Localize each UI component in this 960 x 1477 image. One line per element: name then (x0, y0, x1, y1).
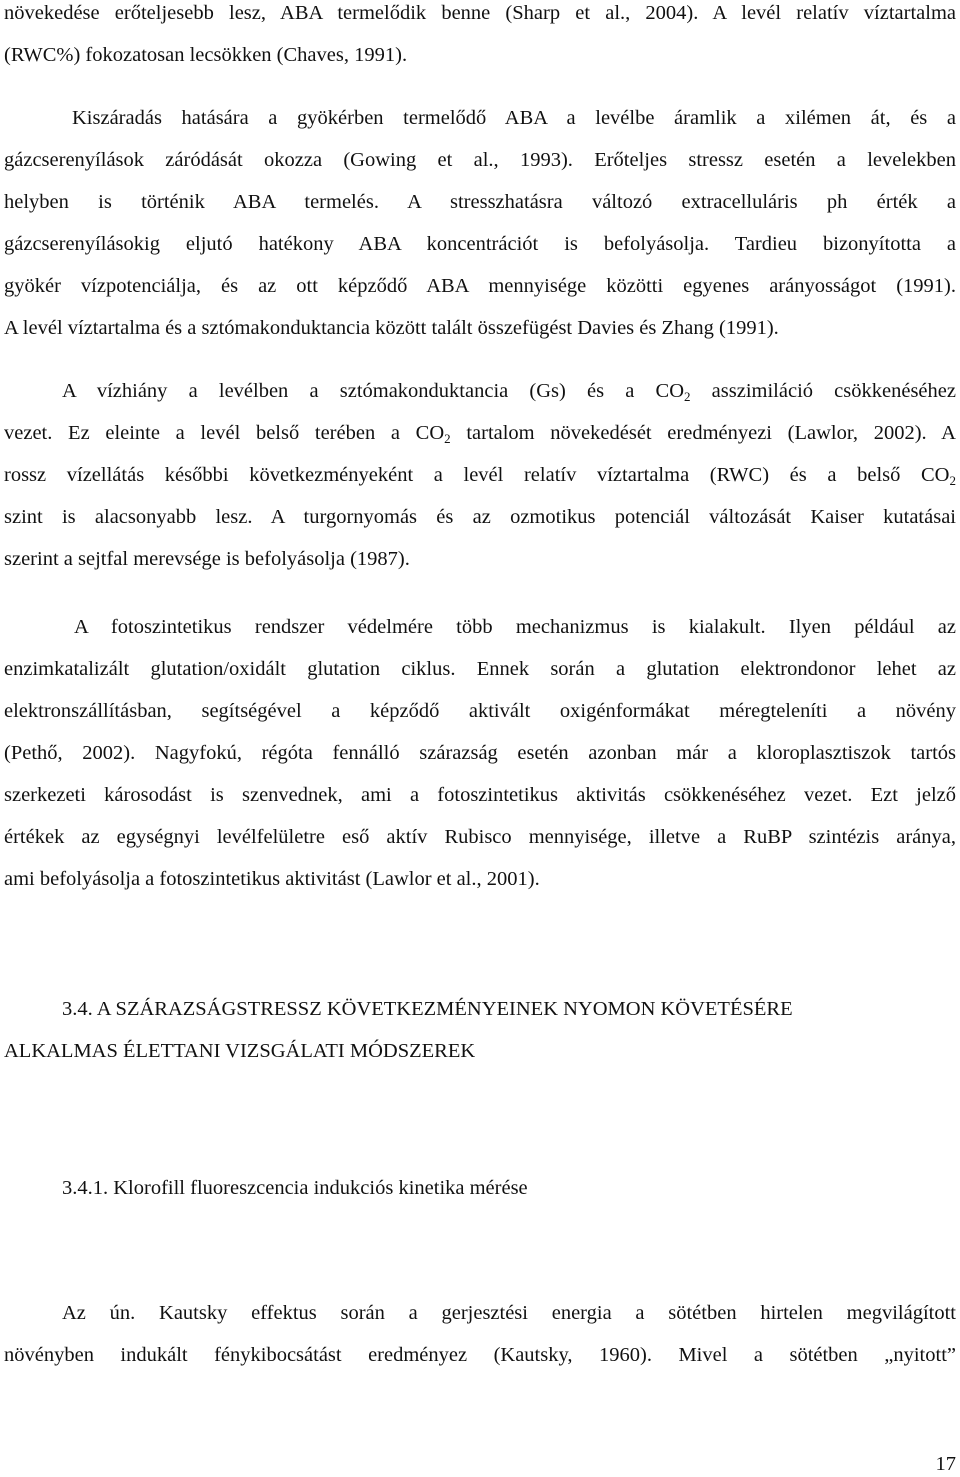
text-line: (Pethő, 2002). Nagyfokú, régóta fennálló szárazság esetén azonban már a kloroplasztiszok tartós (4, 742, 956, 764)
subscript: 2 (444, 431, 451, 446)
text-line: gázcserenyílások záródását okozza (Gowing et al., 1993). Erőteljes stressz esetén a levelekben (4, 149, 956, 171)
text-line: gyökér vízpotenciálja, és az ott képződő ABA mennyisége közötti egyenes arányosságot (1991). (4, 275, 956, 297)
text-line: A fotoszintetikus rendszer védelmére több mechanizmus is kialakult. Ilyen például az (74, 616, 956, 638)
text-line: Kiszáradás hatására a gyökérben termelődő ABA a levélbe áramlik a xilémen át, és a (72, 107, 956, 129)
text-line: szint is alacsonyabb lesz. A turgornyomás és az ozmotikus potenciál változását Kaiser kutatásai (4, 506, 956, 528)
text-segment: rossz vízellátás későbbi következményeként a levél relatív víztartalma (RWC) és a belső CO (4, 464, 950, 486)
subscript: 2 (949, 473, 956, 488)
text-line: (RWC%) fokozatosan lecsökken (Chaves, 1991). (4, 44, 408, 66)
text-line (62, 378, 956, 404)
section-heading: ALKALMAS ÉLETTANI VIZSGÁLATI MÓDSZEREK (4, 1040, 476, 1062)
text-segment: tartalom növekedését eredményezi (Lawlor, 2002). A (450, 422, 956, 444)
text-line: értékek az egységnyi levélfelületre eső aktív Rubisco mennyisége, illetve a RuBP szintézis aránya, (4, 826, 956, 848)
text-line: ami befolyásolja a fotoszintetikus aktivitást (Lawlor et al., 2001). (4, 868, 540, 890)
subsection-heading: 3.4.1. Klorofill fluoreszcencia indukciós kinetika mérése (62, 1177, 528, 1199)
subscript: 2 (684, 389, 691, 404)
text-line: A levél víztartalma és a sztómakonduktancia között talált összefügést Davies és Zhang (1991). (4, 317, 779, 339)
text-line: növekedése erőteljesebb lesz, ABA termelődik benne (Sharp et al., 2004). A levél relatív víztartalma (4, 2, 956, 24)
text-segment: vezet. Ez eleinte a levél belső terében a CO (4, 422, 445, 444)
text-line: enzimkatalizált glutation/oxidált glutation ciklus. Ennek során a glutation elektrondonor lehet az (4, 658, 956, 680)
section-heading: 3.4. A SZÁRAZSÁGSTRESSZ KÖVETKEZMÉNYEINEK NYOMON KÖVETÉSÉRE (62, 998, 793, 1020)
text-line (4, 462, 956, 488)
page-number: 17 (935, 1453, 956, 1475)
text-line (4, 420, 956, 446)
text-line: növényben indukált fénykibocsátást eredményez (Kautsky, 1960). Mivel a sötétben „nyitott” (4, 1344, 956, 1366)
text-line: helyben is történik ABA termelés. A stresszhatásra változó extracelluláris ph érték a (4, 191, 956, 213)
text-line: szerkezeti károsodást is szenvednek, ami a fotoszintetikus aktivitás csökkenéséhez vezet. Ezt jelző (4, 784, 956, 806)
text-line: szerint a sejtfal merevsége is befolyásolja (1987). (4, 548, 410, 570)
text-line: elektronszállításban, segítségével a képződő aktivált oxigénformákat méregteleníti a növény (4, 700, 956, 722)
text-segment: A vízhiány a levélben a sztómakonduktancia (Gs) és a CO (62, 380, 685, 402)
text-line: Az ún. Kautsky effektus során a gerjesztési energia a sötétben hirtelen megvilágított (62, 1302, 956, 1324)
text-line: gázcserenyílásokig eljutó hatékony ABA koncentrációt is befolyásolja. Tardieu bizonyította a (4, 233, 956, 255)
text-segment: asszimiláció csökkenéséhez (690, 380, 956, 402)
